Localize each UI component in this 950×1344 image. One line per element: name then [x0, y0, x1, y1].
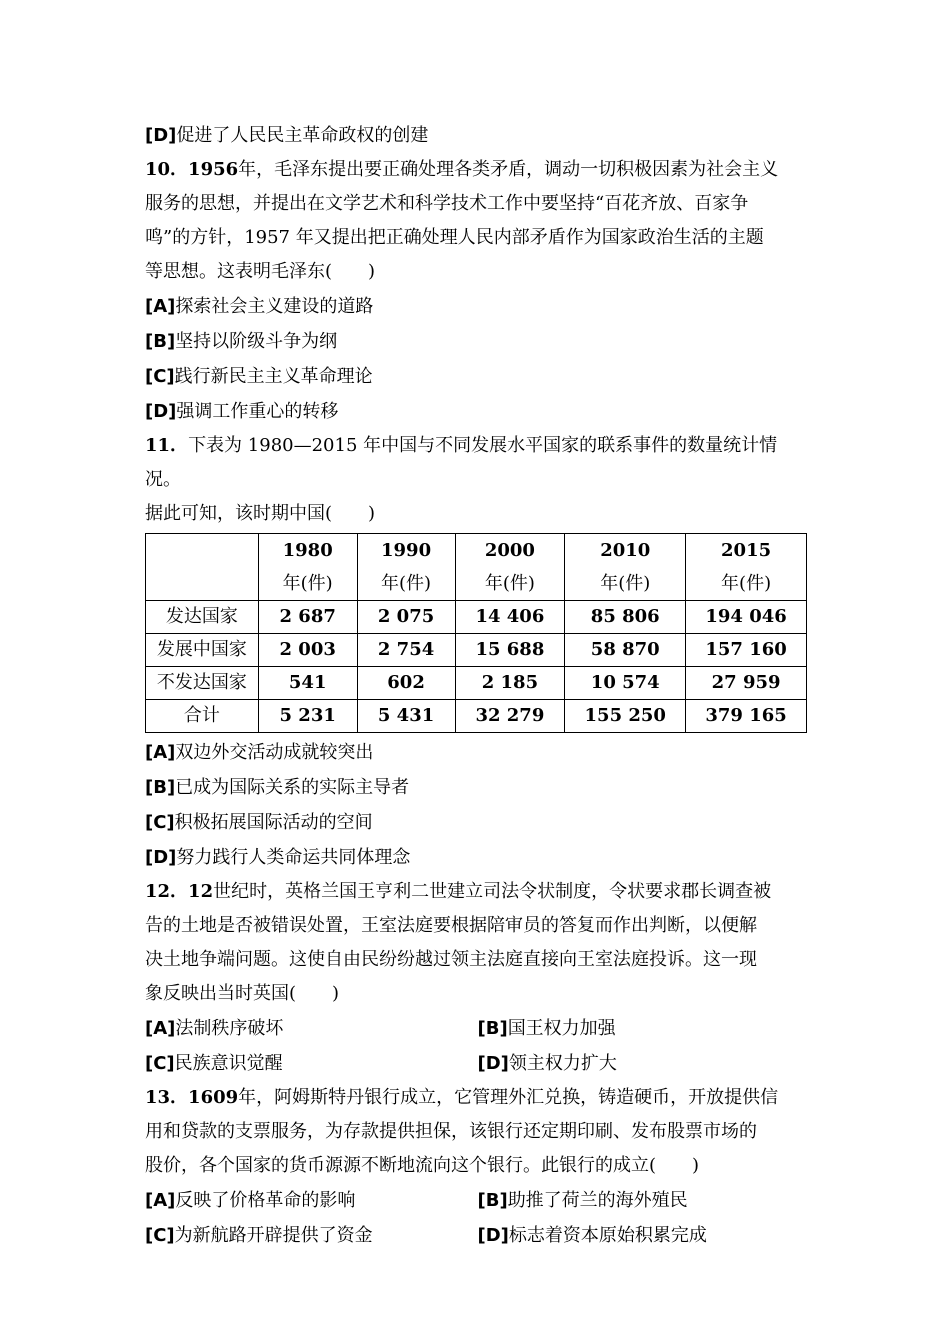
- table-header-row: [146, 534, 807, 601]
- table-cell: 541: [258, 667, 357, 700]
- table-cell: 27 959: [686, 667, 807, 700]
- table-cell: 5 231: [258, 700, 357, 733]
- question-line: 股价，各个国家的货币源源不断地流向这个银行。此银行的成立( ): [145, 1155, 700, 1176]
- table-cell: 2 754: [357, 634, 455, 667]
- table-cell: 32 279: [455, 700, 565, 733]
- q11-option-c: [C]积极拓展国际活动的空间: [145, 812, 373, 833]
- table-cell: 2 687: [258, 601, 357, 634]
- table-cell: 155 250: [565, 700, 686, 733]
- question-line: 告的土地是否被错误处置，王室法庭要根据陪审员的答复而作出判断，以便解: [145, 915, 757, 936]
- q12-option-b: [B]国王权力加强: [477, 1018, 616, 1039]
- question-line: 据此可知，该时期中国( ): [145, 503, 376, 524]
- q9-option-d: [145, 118, 810, 153]
- table-corner-cell: [146, 534, 259, 601]
- q13-option-d: [D]标志着资本原始积累完成: [477, 1225, 707, 1246]
- q12-options-row-1: [145, 1011, 810, 1046]
- option-tag: [D]: [145, 125, 177, 146]
- q13-option-a: [A]反映了价格革命的影响: [145, 1190, 356, 1211]
- table-row: [146, 601, 807, 634]
- q11-option-a: [A]双边外交活动成就较突出: [145, 742, 374, 763]
- table-cell: 5 431: [357, 700, 455, 733]
- q12-option-a: [A]法制秩序破坏: [145, 1018, 284, 1039]
- table-row: [146, 634, 807, 667]
- q11-option-b: [B]已成为国际关系的实际主导者: [145, 777, 410, 798]
- option-text: 促进了人民民主革命政权的创建: [176, 125, 429, 146]
- question-number: 11．: [145, 435, 189, 456]
- question-line: 12．12世纪时，英格兰国王亨利二世建立司法令状制度，令状要求郡长调查被: [145, 881, 772, 902]
- table-cell: 194 046: [686, 601, 807, 634]
- table-row: [146, 667, 807, 700]
- question-line: 11．下表为 1980—2015 年中国与不同发展水平国家的联系事件的数量统计情况。: [145, 435, 778, 490]
- table-cell: 58 870: [565, 634, 686, 667]
- question-line: 用和贷款的支票服务，为存款提供担保，该银行还定期印刷、发布股票市场的: [145, 1121, 757, 1142]
- q13-options-row-1: [145, 1183, 810, 1218]
- table-header-cell: 2010 年(件): [565, 534, 686, 601]
- question-11: [145, 429, 810, 531]
- table-cell: 157 160: [686, 634, 807, 667]
- table-header-cell: 1980 年(件): [258, 534, 357, 601]
- table-cell: 14 406: [455, 601, 565, 634]
- table-cell: 2 185: [455, 667, 565, 700]
- table-cell: 85 806: [565, 601, 686, 634]
- q10-option-c: [C]践行新民主主义革命理论: [145, 366, 373, 387]
- question-12: [145, 875, 810, 1011]
- q12-option-d: [D]领主权力扩大: [477, 1053, 617, 1074]
- row-label: 不发达国家: [146, 667, 259, 700]
- question-line: 决土地争端问题。这使自由民纷纷越过领主法庭直接向王室法庭投诉。这一现: [145, 949, 757, 970]
- question-line: 10．1956年，毛泽东提出要正确处理各类矛盾，调动一切积极因素为社会主义: [145, 159, 779, 180]
- row-label: 发展中国家: [146, 634, 259, 667]
- table-cell: 10 574: [565, 667, 686, 700]
- question-10: [145, 153, 810, 289]
- q11-option-d: [D]努力践行人类命运共同体理念: [145, 847, 411, 868]
- table-header-cell: 1990 年(件): [357, 534, 455, 601]
- q13-options-row-2: [145, 1218, 810, 1253]
- table-row: [146, 700, 807, 733]
- question-number: 13．1609: [145, 1087, 239, 1108]
- q12-option-c: [C]民族意识觉醒: [145, 1053, 283, 1074]
- question-line: 等思想。这表明毛泽东( ): [145, 261, 376, 282]
- table-cell: 379 165: [686, 700, 807, 733]
- table-header-cell: 2000 年(件): [455, 534, 565, 601]
- question-number: 10．1956: [145, 159, 239, 180]
- question-line: 13．1609年，阿姆斯特丹银行成立，它管理外汇兑换，铸造硬币，开放提供信: [145, 1087, 779, 1108]
- table-cell: 2 003: [258, 634, 357, 667]
- table-cell: 602: [357, 667, 455, 700]
- row-label: 发达国家: [146, 601, 259, 634]
- table-cell: 2 075: [357, 601, 455, 634]
- q10-option-b: [B]坚持以阶级斗争为纲: [145, 331, 338, 352]
- q13-option-c: [C]为新航路开辟提供了资金: [145, 1225, 373, 1246]
- table-header-cell: 2015 年(件): [686, 534, 807, 601]
- q13-option-b: [B]助推了荷兰的海外殖民: [477, 1190, 688, 1211]
- statistics-table: [145, 533, 807, 733]
- question-line: 服务的思想，并提出在文学艺术和科学技术工作中要坚持“百花齐放、百家争: [145, 193, 749, 214]
- q10-option-a: [A]探索社会主义建设的道路: [145, 296, 374, 317]
- question-line: 鸣”的方针，1957 年又提出把正确处理人民内部矛盾作为国家政治生活的主题: [145, 227, 764, 248]
- row-label: 合计: [146, 700, 259, 733]
- question-number: 12．12: [145, 881, 214, 902]
- q12-options-row-2: [145, 1046, 810, 1081]
- table-cell: 15 688: [455, 634, 565, 667]
- page-content: [145, 118, 810, 1253]
- question-line: 象反映出当时英国( ): [145, 983, 340, 1004]
- q10-option-d: [D]强调工作重心的转移: [145, 401, 339, 422]
- question-13: [145, 1081, 810, 1183]
